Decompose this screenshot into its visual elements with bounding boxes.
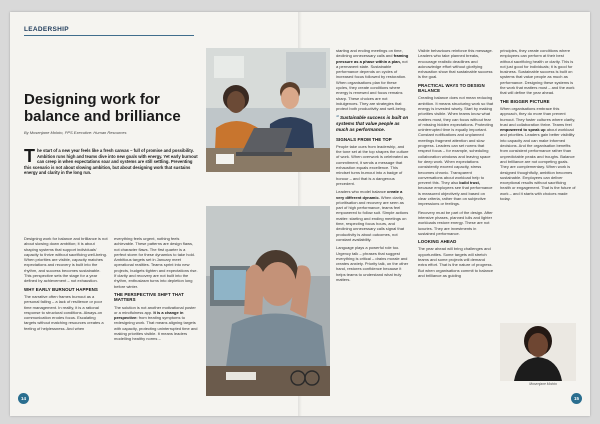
col1-paragraph-1: Designing work for balance and brilliance is not about slowing down ambition; it is about shaping systems that support individuals' capacity to thrive without sacrificing well-being. When priorities are visible, capacity matches expectations and recovery is built into the rhythm, and success becomes sustainable. This perspective sets the stage for a year defined by achievement – not exhaustion. xyxy=(24,236,108,284)
photo-colleagues-at-laptop xyxy=(206,48,330,172)
section-label: LEADERSHIP xyxy=(24,26,69,33)
text-column-4 xyxy=(418,48,494,281)
col2-paragraph-2 xyxy=(114,305,198,342)
author-portrait xyxy=(500,323,576,381)
col5-paragraph-1: principles, they create conditions where employees can perform at their best without sacrificing health or clarity. This is not just good for individuals; it is good for business. Sustainable success is built on systems that value people as much as performance. Designing these systems is the work that matters most – and the work that will define the year ahead. xyxy=(500,48,575,96)
col5-paragraph-2 xyxy=(500,106,576,201)
text-column-5 xyxy=(500,48,576,204)
heading-signals-from-top: SIGNALS FROM THE TOP xyxy=(336,136,392,142)
article-byline: By Mosenjane Moloto, PPS Executive: Human Resources xyxy=(24,130,127,135)
author-portrait-illustration xyxy=(500,323,576,381)
photo-colleagues-illustration xyxy=(206,48,330,172)
col2-paragraph-2a: The solution is not another motivational poster or a mindfulness app. xyxy=(114,304,196,315)
pull-quote xyxy=(336,115,410,133)
drop-cap: T xyxy=(24,146,35,166)
page-number-left: 14 xyxy=(18,393,29,404)
col2-paragraph-2b: It is a change in perspective: xyxy=(114,309,184,321)
article-headline: Designing work for balance and brilliance xyxy=(24,91,181,125)
text-column-1 xyxy=(24,236,108,334)
col1-paragraph-2: The narrative often frames burnout as a personal failing – a lack of resilience or poor time management. In reality, it is a rational response to structural conditions. Always-on communication erodes focus. Escalating targets without matching resources creates a feeling of helplessness. And when xyxy=(24,293,104,331)
article-lede xyxy=(24,148,199,176)
text-column-2 xyxy=(114,236,198,345)
heading-practical-ways: PRACTICAL WAYS TO DESIGN BALANCE xyxy=(418,82,485,94)
col5-paragraph-2a: When organisations embrace this approach, they do more than prevent burnout. They foster cultures where clarity, trust and collaboration thrive. Teams feel xyxy=(500,105,576,127)
col4-paragraph-1: Visible behaviours reinforce this message. Leaders who take planned breaks, encourage realistic deadlines and acknowledge effort without glorifying exhaustion show that sustainable success is the goal. xyxy=(418,48,493,80)
portrait-caption: Mosenjane Moloto xyxy=(529,382,557,386)
col5-paragraph-2b: empowered to speak up xyxy=(500,127,546,133)
col3-paragraph-2: People take cues from leadership, and the tone set at the top shapes the culture of work. When overwork is celebrated as commitment, it sends a message that exhaustion equals excellence. This mindset turns burnout into a badge of honour – and that is a dangerous precedent. xyxy=(336,143,409,186)
lede-text: he start of a new year feels like a fresh canvas – full of promise and possibility. Ambition runs high and teams dive into new goals with energy. Yet early burnout can creep in when expectations soar and systems are still settling. Preventing this scenario is not about slowing ambition, but about designing work that sustains energy and clarity in the long run. xyxy=(24,148,198,175)
page-number-right: 15 xyxy=(571,393,582,404)
col3-paragraph-3c: When clarity, prioritisation and recovery are seen as part of high performance, teams feel empowered to follow suit. Simple actions matter: starting and ending meetings on time, respecting focus hours, and declining unnecessary calls signal that productivity is about outcomes, not constant availability. xyxy=(336,194,409,242)
col3-paragraph-3a: Leaders who model balance xyxy=(336,189,387,195)
col3-paragraph-3 xyxy=(336,189,410,242)
col4-paragraph-2c: because employees see that performance is measured objectively and based on clear criteria, rather than on subjective impressions or feelings. xyxy=(418,185,493,207)
text-column-3-main xyxy=(336,48,410,285)
col3-paragraph-4: Language plays a powerful role too. Urgency talk – phrases that suggest everything is critical – drains morale and creates anxiety. Priority talk, on the other hand, restores confidence because it helps teams to understand what truly matters. xyxy=(336,245,409,282)
col2-paragraph-2c: from treating symptoms to redesigning work. That means aligning targets with capacity, protecting uninterrupted time and making priorities visible. It means leaders modelling healthy norms – xyxy=(114,315,198,342)
col4-paragraph-2 xyxy=(418,95,494,206)
col3-paragraph-1b: framing pressure as a phase within a plan, xyxy=(336,53,409,64)
section-rule xyxy=(24,35,194,36)
col2-paragraph-1: everything feels urgent, nothing feels achievable. These patterns are design flaws, not character flaws. The first quarter is a perfect storm for these dynamics to take hold. Ambitious targets set in January meet operational realities. Teams sprint into new projects, budgets tighten and expectations rise. If clarity and recovery are not built into the rhythm, enthusiasm turns into depletion long before winter. xyxy=(114,236,198,289)
photo-stressed-man-illustration xyxy=(206,206,330,396)
col5-paragraph-2c: about workload and priorities. Leaders gain better visibility into capacity and can make informed decisions. And the organisation benefits from consistent performance rather than unpredictable peaks and troughs. Balance and brilliance are not competing goals. They are complementary. When work is designed thoughtfully, ambition becomes sustainable. Employees can deliver exceptional results without sacrificing health or engagement. That is the future of work – and it starts with choices made today. xyxy=(500,127,576,202)
quote-mark-icon: “ xyxy=(336,114,339,121)
heading-looking-ahead: LOOKING AHEAD xyxy=(418,239,457,245)
col4-paragraph-2b: build trust, xyxy=(459,180,480,186)
photo-stressed-man-at-desk xyxy=(206,206,330,396)
col3-paragraph-3b: create a very different dynamic. xyxy=(336,189,403,200)
col4-paragraph-3: Recovery must be part of the design. After intensive phases, planned lulls and lighter workloads restore energy. These are not luxuries. They are investments in sustained performance. xyxy=(418,209,493,236)
col3-paragraph-1 xyxy=(336,48,410,112)
col3-paragraph-1a: starting and ending meetings on time, declining unnecessary calls and xyxy=(336,48,403,59)
heading-why-early-burnout: WHY EARLY BURNOUT HAPPENS xyxy=(24,286,98,292)
pull-quote-text: Sustainable success is built on systems that value people as much as performance. xyxy=(336,114,409,132)
col4-paragraph-2a: Creating balance does not mean reducing ambition. It means structuring work so that energy is invested wisely. Start by making priorities visible. When teams know what matters most, they can focus without fear of missing hidden expectations. Protecting uninterrupted time is equally important. Constant notifications and unplanned meetings fragment attention and slow progress. Leaders can set norms that respect focus – for example, scheduling collaboration windows and leaving space for deep work. When expectations consistently exceed capacity, stress becomes chronic. Transparent conversations about workload help to prevent this. They also xyxy=(418,95,494,186)
col4-paragraph-4: The year ahead will bring challenges and opportunities. Some targets will stretch teams and some projects will demand extra effort. That is the nature of progress. But when organisations commit to balance and brilliance as guiding xyxy=(418,246,494,278)
heading-perspective-shift: THE PERSPECTIVE SHIFT THAT MATTERS xyxy=(114,291,184,303)
heading-bigger-picture: THE BIGGER PICTURE xyxy=(500,98,550,104)
magazine-spread xyxy=(10,12,590,416)
col3-paragraph-1c: not a permanent state. Sustainable performance depends on cycles of increased focus followed by restoration. When organisations plan for these cycles, they create conditions where energy is renewed and focus remains sharp. These choices are not indulgences. They are strategies that protect both productivity and well-being. xyxy=(336,58,408,112)
